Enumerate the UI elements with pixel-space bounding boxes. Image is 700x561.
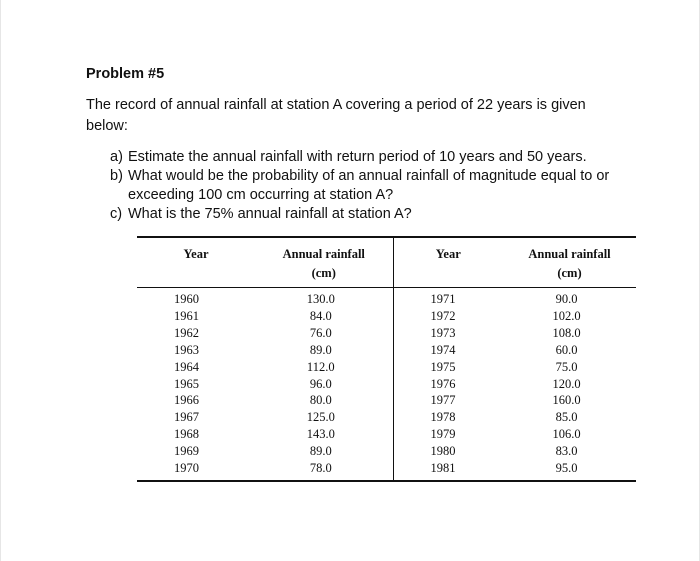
header-row — [137, 237, 636, 288]
cell-rainfall-1: 84.0 — [309, 308, 332, 323]
question-text: What would be the probability of an annual rainfall of magnitude equal to or exceeding 100 cm occurring at station A? — [128, 168, 610, 203]
table-row — [137, 359, 636, 376]
cell-rainfall-1: 76.0 — [309, 325, 332, 340]
question-item — [110, 167, 630, 205]
cell-rainfall-2: 90.0 — [555, 292, 578, 306]
header-rainfall-1 — [255, 237, 393, 288]
problem-intro: The record of annual rainfall at station A covering a period of 22 years is given below: — [86, 97, 586, 134]
table-row — [137, 376, 636, 393]
cell-year-2: 1977 — [393, 392, 503, 409]
table-body — [137, 288, 636, 481]
header-rainfall-2-unit: (cm) — [557, 266, 582, 280]
table-row — [137, 308, 636, 325]
question-letter: b) — [110, 168, 123, 184]
cell-rainfall-2: 85.0 — [555, 410, 578, 425]
table-row — [137, 342, 636, 359]
cell-year-1: 1960 — [174, 292, 199, 306]
cell-rainfall-2: 60.0 — [555, 342, 578, 357]
cell-year-1: 1962 — [174, 325, 199, 340]
cell-rainfall-2: 108.0 — [552, 325, 581, 340]
cell-year-2: 1973 — [393, 325, 503, 342]
cell-year-2: 1975 — [393, 359, 503, 376]
header-rainfall-1-label: Annual rainfall — [282, 247, 365, 261]
cell-rainfall-1: 78.0 — [255, 460, 393, 481]
question-item — [110, 148, 630, 167]
header-year-2-label: Year — [435, 247, 461, 261]
cell-rainfall-2: 95.0 — [503, 460, 636, 481]
cell-rainfall-1: 130.0 — [306, 292, 335, 306]
cell-rainfall-2: 83.0 — [555, 444, 578, 459]
problem-title: Problem #5 — [86, 66, 165, 82]
cell-year-2: 1978 — [393, 409, 503, 426]
header-rainfall-1-unit: (cm) — [311, 266, 336, 280]
cell-rainfall-1: 89.0 — [309, 444, 332, 459]
cell-year-2: 1972 — [393, 308, 503, 325]
table-row — [137, 392, 636, 409]
cell-rainfall-2: 106.0 — [552, 427, 581, 442]
cell-year-1: 1967 — [174, 410, 199, 425]
cell-rainfall-1: 80.0 — [309, 393, 332, 408]
table-row — [137, 460, 636, 481]
cell-rainfall-1: 112.0 — [306, 359, 335, 374]
rainfall-table — [137, 236, 636, 482]
table-row — [137, 325, 636, 342]
header-rainfall-2-label: Annual rainfall — [528, 247, 611, 261]
header-year-1 — [137, 237, 255, 288]
header-year-2 — [393, 237, 503, 288]
cell-rainfall-1: 89.0 — [309, 342, 332, 357]
header-rainfall-2 — [503, 237, 636, 288]
cell-year-1: 1963 — [174, 342, 199, 357]
table-header — [137, 237, 636, 288]
cell-rainfall-1: 96.0 — [309, 376, 332, 391]
cell-year-2: 1979 — [393, 426, 503, 443]
question-text: Estimate the annual rainfall with return period of 10 years and 50 years. — [128, 149, 587, 165]
question-letter: a) — [110, 149, 123, 165]
cell-rainfall-1: 143.0 — [306, 427, 335, 442]
table-row — [137, 426, 636, 443]
cell-year-1: 1965 — [174, 376, 199, 391]
cell-year-2: 1976 — [393, 376, 503, 393]
page-edge-left — [0, 0, 1, 561]
cell-rainfall-1: 125.0 — [306, 410, 335, 425]
cell-year-1: 1968 — [174, 427, 199, 442]
cell-rainfall-2: 160.0 — [552, 393, 581, 408]
cell-year-1: 1961 — [174, 308, 199, 323]
header-year-1-label: Year — [183, 247, 209, 261]
cell-rainfall-2: 75.0 — [555, 359, 578, 374]
table-row — [137, 443, 636, 460]
cell-year-2: 1980 — [393, 443, 503, 460]
cell-year-2: 1981 — [393, 460, 503, 481]
cell-year-2: 1974 — [393, 342, 503, 359]
cell-year-2: 1971 — [393, 288, 503, 308]
cell-year-1: 1969 — [174, 444, 199, 459]
question-item — [110, 205, 630, 224]
question-list — [110, 148, 630, 224]
question-text: What is the 75% annual rainfall at station A? — [128, 206, 412, 222]
cell-rainfall-2: 102.0 — [552, 308, 581, 323]
cell-year-1: 1966 — [174, 393, 199, 408]
table-row — [137, 409, 636, 426]
cell-year-1: 1970 — [137, 460, 255, 481]
cell-year-1: 1964 — [174, 359, 199, 374]
table-row — [137, 288, 636, 308]
cell-rainfall-2: 120.0 — [552, 376, 581, 391]
question-letter: c) — [110, 206, 123, 222]
